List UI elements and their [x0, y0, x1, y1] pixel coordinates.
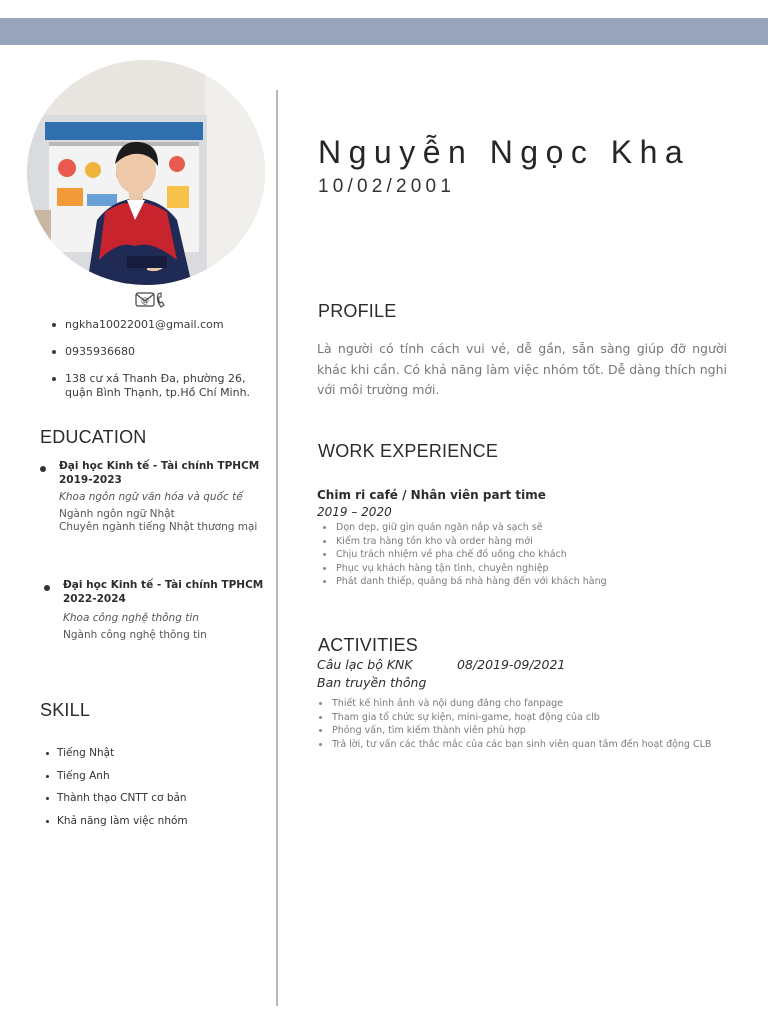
email-phone-icon [134, 290, 168, 312]
edu-major: Ngành ngôn ngữ Nhật [59, 508, 175, 520]
skill-item: Khả năng làm việc nhóm [40, 814, 188, 828]
activity-period: 08/2019-09/2021 [457, 657, 566, 672]
skill-item: Tiếng Anh [40, 769, 188, 783]
duty-item: Phát danh thiếp, quảng bá nhà hàng đến với khách hàng [318, 575, 607, 589]
work-duties-list [318, 521, 607, 589]
job-period: 2019 – 2020 [317, 505, 392, 519]
activities-heading: ACTIVITIES [318, 635, 419, 655]
activity-item: Trả lời, tư vấn các thắc mắc của các bạn sinh viên quan tâm đến hoạt động CLB [314, 738, 711, 752]
edu-period: 2022-2024 [63, 592, 126, 605]
edu-specialization: Chuyên ngành tiếng Nhật thương mại [59, 521, 258, 533]
bullet-dot [44, 585, 50, 591]
edu-faculty: Khoa ngôn ngữ văn hóa và quốc tế [59, 491, 243, 503]
activities-list [314, 697, 711, 751]
top-bar [0, 18, 768, 45]
education-entry [59, 460, 289, 534]
contact-email: ngkha10022001@gmail.com [48, 318, 273, 332]
activity-item: Phỏng vấn, tìm kiếm thành viên phù hợp [314, 724, 711, 738]
contact-address: 138 cư xá Thanh Đa, phường 26, quận Bình Thạnh, tp.Hồ Chí Minh. [48, 372, 273, 400]
contact-list [48, 318, 273, 400]
column-divider [276, 90, 278, 1006]
profile-photo [27, 60, 265, 285]
activity-team: Ban truyền thông [317, 675, 427, 690]
duty-item: Kiểm tra hàng tồn kho và order hàng mới [318, 535, 607, 549]
skill-heading: SKILL [40, 700, 91, 720]
full-name: Nguyễn Ngọc Kha [318, 134, 691, 170]
education-heading: EDUCATION [40, 427, 147, 447]
job-title: Chim ri café / Nhân viên part time [317, 488, 546, 502]
activity-club: Câu lạc bộ KNK [317, 657, 413, 672]
profile-heading: PROFILE [318, 301, 397, 321]
duty-item: Phục vụ khách hàng tận tình, chuyên nghiệp [318, 562, 607, 576]
profile-text: Là người có tính cách vui vẻ, dễ gần, sẵn sàng giúp đỡ người khác khi cần. Có khả năng làm việc nhóm tốt. Dễ dàng thích nghi với môi trường mới. [317, 341, 727, 397]
work-heading: WORK EXPERIENCE [318, 441, 499, 461]
skill-list [40, 746, 188, 836]
duty-item: Chịu trách nhiệm về pha chế đồ uống cho khách [318, 548, 607, 562]
activity-item: Tham gia tổ chức sự kiện, mini-game, hoạt động của clb [314, 711, 711, 725]
edu-faculty: Khoa công nghệ thông tin [63, 612, 199, 624]
date-of-birth: 10/02/2001 [318, 176, 456, 197]
edu-period: 2019-2023 [59, 473, 122, 486]
skill-item: Tiếng Nhật [40, 746, 188, 760]
edu-school: Đại học Kinh tế - Tài chính TPHCM [59, 460, 260, 472]
activity-item: Thiết kế hình ảnh và nội dung đăng cho fanpage [314, 697, 711, 711]
contact-phone: 0935936680 [48, 345, 273, 359]
edu-major: Ngành công nghệ thông tin [63, 629, 207, 641]
svg-text:@: @ [141, 296, 149, 305]
education-entry [63, 579, 293, 642]
duty-item: Dọn dẹp, giữ gìn quán ngăn nắp và sạch sẽ [318, 521, 607, 535]
skill-item: Thành thạo CNTT cơ bản [40, 791, 188, 805]
edu-school: Đại học Kinh tế - Tài chính TPHCM [63, 579, 264, 591]
bullet-dot [40, 466, 46, 472]
